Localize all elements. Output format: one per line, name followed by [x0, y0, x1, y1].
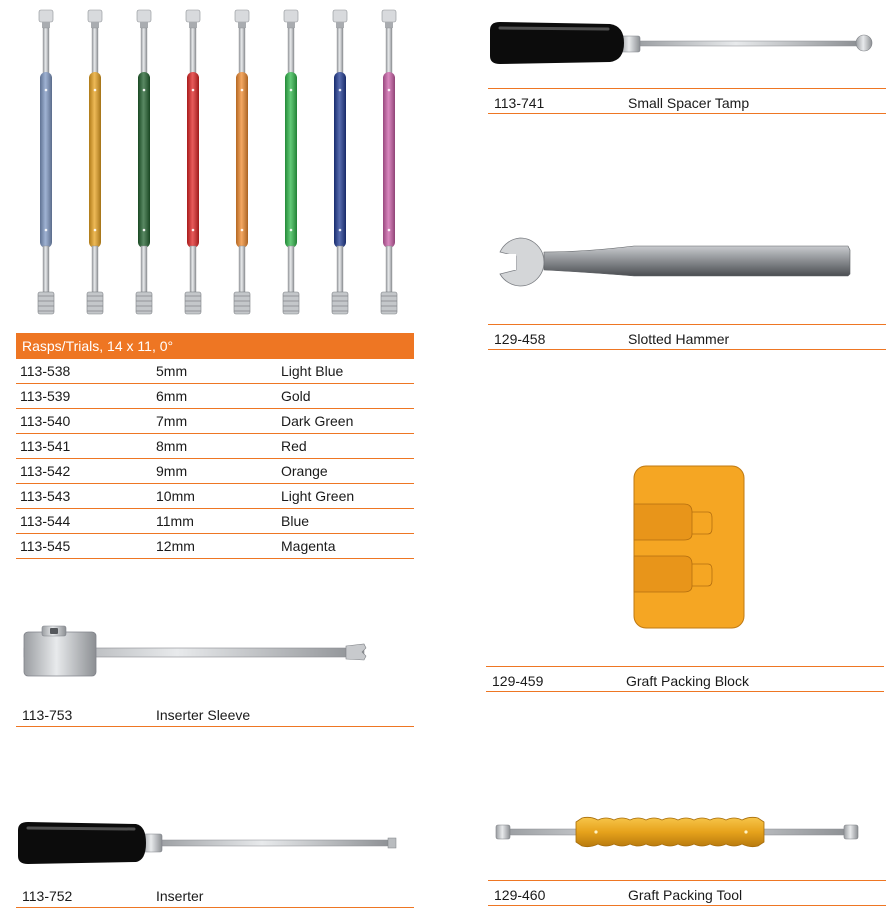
size: 10mm [156, 488, 195, 504]
table-row [16, 459, 414, 484]
rasp-trial [38, 10, 54, 314]
color-name: Blue [281, 513, 310, 529]
color-name: Light Green [281, 488, 355, 504]
table-row [16, 484, 414, 509]
rasp-trial [332, 10, 348, 314]
inserter-image [16, 818, 400, 870]
item-name: Slotted Hammer [628, 331, 730, 347]
item-caption-graft-packing-tool [488, 880, 886, 906]
part-number: 113-753 [22, 707, 73, 723]
part-number: 129-459 [492, 673, 544, 689]
part-number: 113-542 [20, 463, 71, 479]
table-row [16, 384, 414, 409]
rasp-trial [234, 10, 250, 314]
item-caption-inserter-sleeve [16, 701, 414, 727]
item-caption-graft-packing-block [486, 666, 884, 692]
size: 7mm [156, 413, 188, 429]
graft-packing-block-image [632, 464, 748, 632]
color-name: Light Blue [281, 363, 344, 379]
slotted-hammer-image [494, 230, 854, 290]
part-number: 113-545 [20, 538, 71, 554]
small-spacer-tamp-image [486, 20, 880, 70]
part-number: 113-752 [22, 888, 73, 904]
color-name: Red [281, 438, 307, 454]
size: 9mm [156, 463, 188, 479]
rasp-trial [87, 10, 103, 314]
size: 6mm [156, 388, 188, 404]
table-row [16, 434, 414, 459]
part-number: 113-544 [20, 513, 71, 529]
color-name: Gold [281, 388, 311, 404]
rasp-trial [283, 10, 299, 314]
item-name: Graft Packing Block [626, 673, 749, 689]
part-number: 113-741 [494, 95, 545, 111]
part-number: 129-458 [494, 331, 546, 347]
color-name: Orange [281, 463, 328, 479]
inserter-sleeve-image [16, 622, 376, 684]
part-number: 113-540 [20, 413, 71, 429]
rasps-table-title: Rasps/Trials, 14 x 11, 0° [16, 333, 414, 359]
rasp-trial [185, 10, 201, 314]
table-row [16, 509, 414, 534]
rasps-image [16, 8, 414, 326]
rasps-table [16, 333, 414, 559]
size: 12mm [156, 538, 195, 554]
item-name: Small Spacer Tamp [628, 95, 750, 111]
item-name: Graft Packing Tool [628, 887, 743, 903]
part-number: 113-538 [20, 363, 71, 379]
item-caption-inserter [16, 882, 414, 908]
part-number: 113-539 [20, 388, 71, 404]
rasp-trial [136, 10, 152, 314]
table-row [16, 534, 414, 559]
part-number: 113-541 [20, 438, 71, 454]
graft-packing-tool-image [494, 812, 860, 852]
table-row [16, 359, 414, 384]
color-name: Magenta [281, 538, 336, 554]
size: 5mm [156, 363, 188, 379]
table-row [16, 409, 414, 434]
rasp-trial [381, 10, 397, 314]
part-number: 129-460 [494, 887, 546, 903]
item-caption-slotted-hammer [488, 324, 886, 350]
item-name: Inserter [156, 888, 204, 904]
item-name: Inserter Sleeve [156, 707, 251, 723]
color-name: Dark Green [281, 413, 354, 429]
part-number: 113-543 [20, 488, 71, 504]
item-caption-small-spacer-tamp [488, 88, 886, 114]
size: 11mm [156, 513, 194, 529]
size: 8mm [156, 438, 188, 454]
